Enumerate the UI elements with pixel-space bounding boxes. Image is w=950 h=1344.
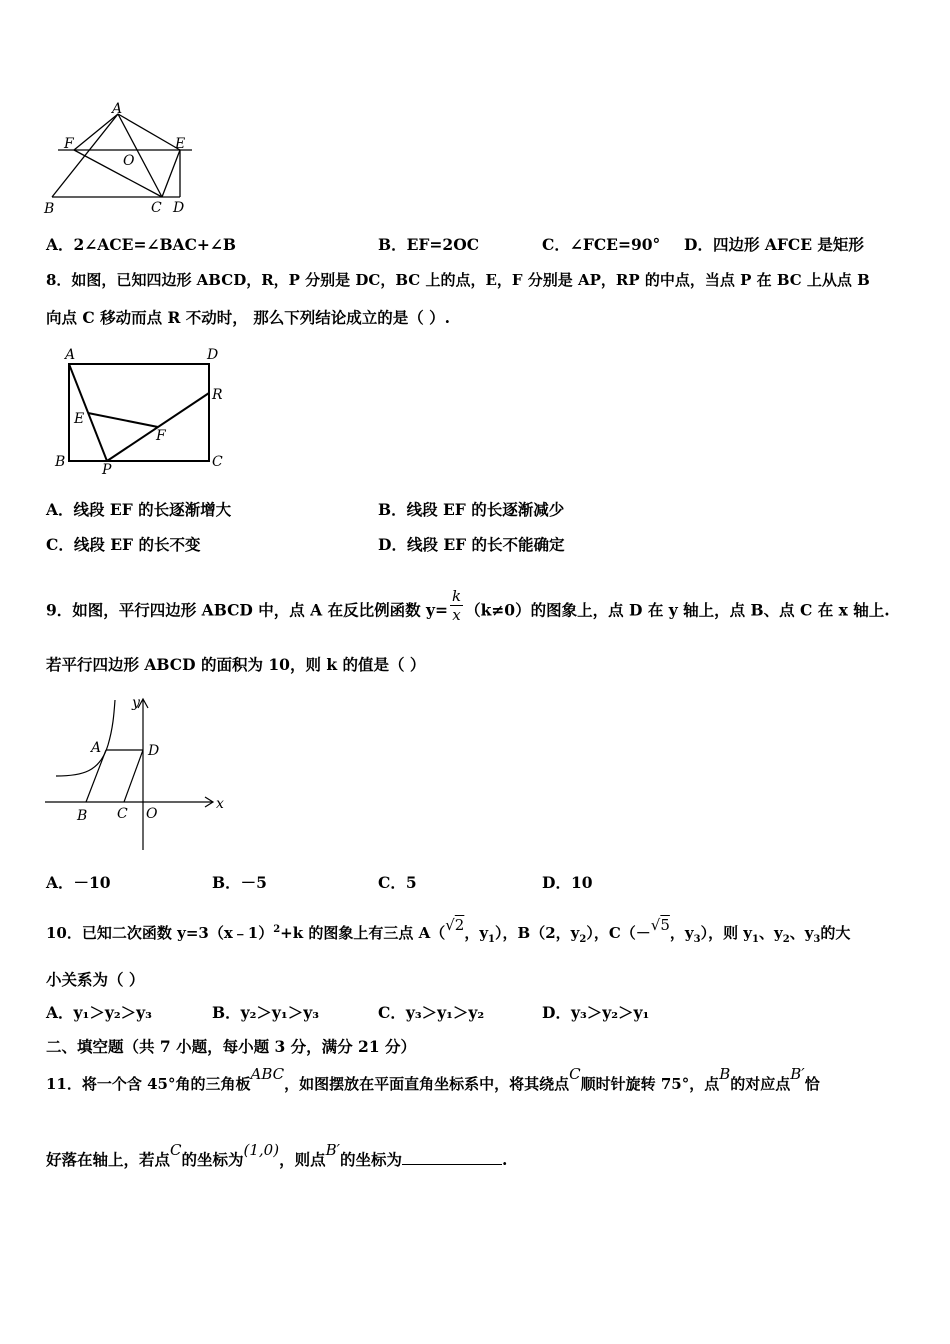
fig7-label-b: B <box>44 201 55 217</box>
fig9-label-a: A <box>91 740 102 756</box>
q10-t3: ，y <box>464 924 489 942</box>
q8-option-b: B．线段 EF 的长逐渐减少 <box>378 500 565 519</box>
q11-math-b: B <box>719 1065 731 1083</box>
fig9-label-y: y <box>132 695 140 711</box>
q10-sqrt2-radicand: 2 <box>454 916 465 934</box>
q10-option-c: C．y₃＞y₁＞y₂ <box>378 1003 485 1022</box>
q10-t6: ，y <box>669 924 694 942</box>
q10-t10: 的大 <box>820 924 851 942</box>
q11-t2: ，如图摆放在平面直角坐标系中，将其绕点 <box>284 1075 570 1093</box>
figure-q9 <box>42 690 232 855</box>
fig8-label-e: E <box>74 411 85 427</box>
q10-sqrt2: √2 <box>445 916 465 934</box>
fig9-label-c: C <box>117 806 128 822</box>
q10-t9: 、y <box>789 924 814 942</box>
q11-answer-blank[interactable] <box>402 1150 502 1165</box>
q7-option-b: B．EF=2OC <box>378 235 480 254</box>
q11-stem-line2 <box>46 1141 916 1170</box>
q10-t7: ），则 y <box>700 924 753 942</box>
q11-end: . <box>502 1150 508 1169</box>
q9-frac-num: k <box>451 587 462 605</box>
q11-math-bprime: B′ <box>790 1065 805 1083</box>
q7-option-a: A．2∠ACE=∠BAC+∠B <box>46 235 236 254</box>
fig9-label-o: O <box>146 806 158 822</box>
fig8-label-r: R <box>212 387 223 403</box>
figure-q7 <box>40 100 200 220</box>
fig7-label-e: E <box>175 136 186 152</box>
fig7-line-ec <box>162 150 180 197</box>
q10-t2: +k 的图象上有三点 A（ <box>280 924 446 942</box>
q10-sub1b: 1 <box>752 934 759 945</box>
q9-frac-den: x <box>452 606 461 624</box>
q11-math-c2: C <box>170 1141 182 1159</box>
q10-t1: 10．已知二次函数 y=3（x﹣1） <box>46 924 274 942</box>
fig8-label-b: B <box>55 454 66 470</box>
q10-option-b: B．y₂＞y₁＞y₃ <box>212 1003 319 1022</box>
q8-stem-line2: 向点 C 移动而点 R 不动时， 那么下列结论成立的是（ ）. <box>46 308 450 327</box>
q10-sqrt5: √5 <box>650 916 670 934</box>
q9-stem-post: （k≠0）的图象上，点 D 在 y 轴上，点 B、点 C 在 x 轴上. <box>465 600 890 620</box>
q11-t1: 11．将一个含 45°角的三角板 <box>46 1075 251 1093</box>
q10-t5: ），C（－ <box>586 924 651 942</box>
q10-stem-line1 <box>46 916 916 950</box>
q10-sub3b: 3 <box>813 934 821 945</box>
q11-l2a: 好落在轴上，若点 <box>46 1150 171 1169</box>
fig8-label-f: F <box>156 428 166 444</box>
section-2-heading: 二、填空题（共 7 小题，每小题 3 分，满分 21 分） <box>46 1037 417 1056</box>
q10-exponent: 2 <box>273 924 281 935</box>
q10-sub3: 3 <box>693 934 701 945</box>
q11-math-bprime2: B′ <box>325 1141 341 1159</box>
q8-option-d: D．线段 EF 的长不能确定 <box>378 535 565 554</box>
q10-t8: 、y <box>759 924 783 942</box>
q7-option-c: C．∠FCE=90° <box>542 235 661 254</box>
q11-l2d: 的坐标为 <box>340 1150 403 1169</box>
fig9-label-d: D <box>148 743 160 759</box>
fig7-label-d: D <box>173 200 185 216</box>
q11-math-coord: (1,0) <box>243 1141 280 1159</box>
q11-stem-line1 <box>46 1065 916 1094</box>
q9-stem-line2: 若平行四边形 ABCD 的面积为 10，则 k 的值是（ ） <box>46 655 426 674</box>
q11-math-c: C <box>569 1065 581 1083</box>
q10-sqrt5-radicand: 5 <box>660 916 670 934</box>
fig8-label-p: P <box>102 462 112 478</box>
q9-fraction <box>450 587 463 624</box>
fig7-line-fc <box>74 150 162 197</box>
fig9-label-b: B <box>77 808 88 824</box>
fig7-label-o: O <box>123 153 135 169</box>
q9-option-c: C．5 <box>378 873 417 892</box>
q9-option-d: D．10 <box>542 873 593 892</box>
q10-t4: ），B（2，y <box>495 924 580 942</box>
q11-t5: 恰 <box>804 1075 820 1093</box>
q8-stem-line1: 8．如图，已知四边形 ABCD，R，P 分别是 DC，BC 上的点，E，F 分别是 AP，RP 的中点，当点 P 在 BC 上从点 B <box>46 271 870 289</box>
fig9-line-dc <box>124 750 143 802</box>
fig8-label-a: A <box>65 347 76 363</box>
q10-sub2b: 2 <box>782 934 790 945</box>
fig8-label-d: D <box>207 347 219 363</box>
q11-l2b: 的坐标为 <box>181 1150 244 1169</box>
q9-stem-line1 <box>46 587 916 630</box>
fig8-line-ef <box>88 413 158 427</box>
fig7-line-af <box>74 114 118 150</box>
fig9-label-x: x <box>216 796 224 812</box>
q9-option-b: B．－5 <box>212 873 267 892</box>
fig7-label-f: F <box>64 136 74 152</box>
fig7-label-c: C <box>151 200 162 216</box>
fig8-label-c: C <box>212 454 223 470</box>
q10-stem-line2: 小关系为（ ） <box>46 970 145 989</box>
fig9-line-ab <box>86 750 106 802</box>
fig9-hyperbola <box>56 700 115 776</box>
q11-t4: 的对应点 <box>730 1075 791 1093</box>
q10-option-a: A．y₁＞y₂＞y₃ <box>46 1003 152 1022</box>
q11-math-abc: ABC <box>250 1065 285 1083</box>
q11-l2c: ，则点 <box>279 1150 326 1169</box>
q8-option-c: C．线段 EF 的长不变 <box>46 535 201 554</box>
q10-sub1: 1 <box>488 934 496 945</box>
q9-option-a: A．－10 <box>46 873 111 892</box>
q10-option-d: D．y₃＞y₂＞y₁ <box>542 1003 650 1022</box>
q8-option-a: A．线段 EF 的长逐渐增大 <box>46 500 232 519</box>
q9-stem-pre: 9．如图，平行四边形 ABCD 中，点 A 在反比例函数 y= <box>46 600 448 620</box>
q10-sub2: 2 <box>579 934 587 945</box>
q11-t3: 顺时针旋转 75°，点 <box>580 1075 720 1093</box>
fig7-label-a: A <box>112 101 123 117</box>
figure-q8 <box>52 343 232 478</box>
q7-option-d: D．四边形 AFCE 是矩形 <box>684 235 864 254</box>
